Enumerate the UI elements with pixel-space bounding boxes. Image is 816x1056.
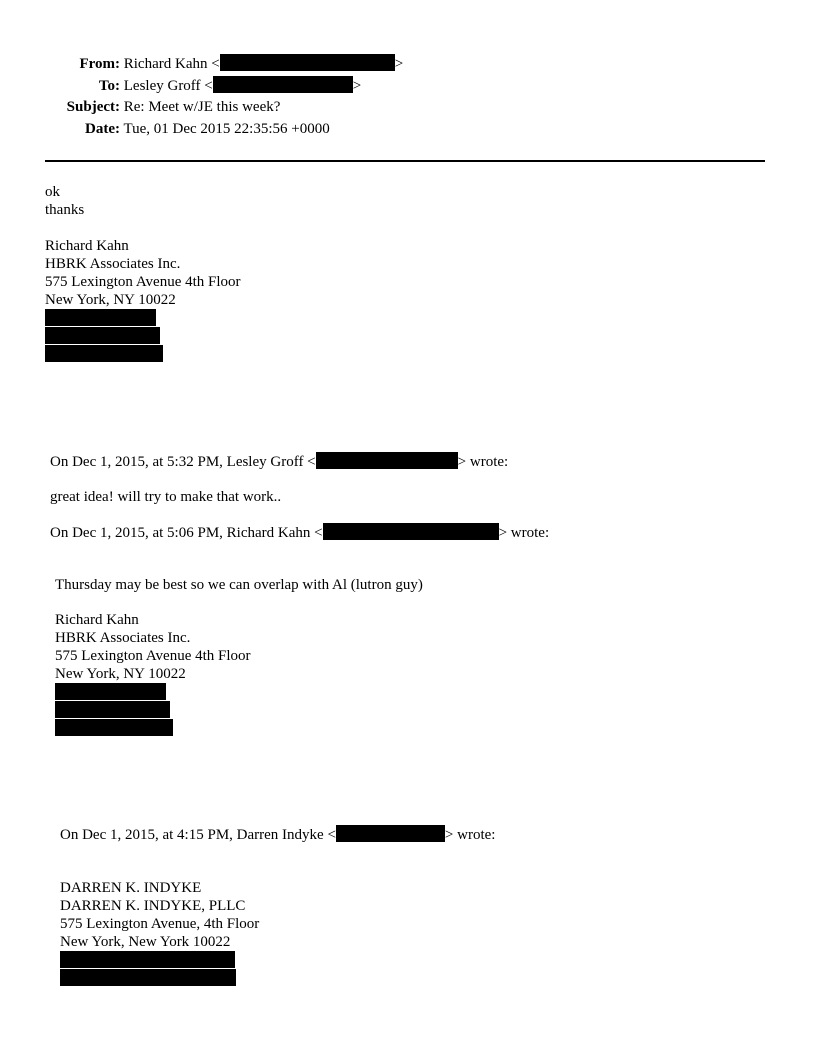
- to-close: >: [352, 78, 362, 94]
- signature-name: Richard Kahn: [45, 238, 129, 254]
- redaction-bar: [213, 76, 353, 93]
- redaction-block: [55, 683, 166, 700]
- header-divider: [45, 160, 765, 162]
- redaction-block: [55, 719, 173, 736]
- signature-city: New York, NY 10022: [55, 666, 186, 682]
- quote-intro-suffix: > wrote:: [457, 454, 509, 470]
- signature-address: 575 Lexington Avenue, 4th Floor: [60, 916, 260, 932]
- redaction-bar: [323, 523, 499, 540]
- quote-intro: [50, 452, 508, 471]
- redaction-block: [60, 951, 235, 968]
- signature-address: 575 Lexington Avenue 4th Floor: [55, 648, 251, 664]
- redaction-bar: [316, 452, 458, 469]
- signature-city: New York, New York 10022: [60, 934, 231, 950]
- subject-value: Re: Meet w/JE this week?: [123, 99, 281, 115]
- quote-intro: [50, 523, 549, 542]
- redaction-block: [60, 969, 236, 986]
- subject-row: [45, 98, 280, 116]
- subject-label: Subject:: [66, 99, 120, 115]
- date-row: [45, 120, 330, 138]
- quote-intro-suffix: > wrote:: [498, 525, 550, 541]
- signature-company: HBRK Associates Inc.: [55, 630, 191, 646]
- signature-city: New York, NY 10022: [45, 292, 176, 308]
- quote-text: Thursday may be best so we can overlap with Al (lutron guy): [55, 577, 423, 593]
- signature-name: DARREN K. INDYKE: [60, 880, 202, 896]
- redaction-block: [45, 327, 160, 344]
- quote-intro-prefix: On Dec 1, 2015, at 5:06 PM, Richard Kahn <: [50, 525, 323, 541]
- body-line: ok: [45, 184, 60, 200]
- date-label: Date:: [85, 121, 120, 137]
- signature-address: 575 Lexington Avenue 4th Floor: [45, 274, 241, 290]
- redaction-block: [45, 309, 156, 326]
- redaction-bar: [220, 54, 395, 71]
- signature-company: HBRK Associates Inc.: [45, 256, 181, 272]
- to-name: Lesley Groff <: [123, 78, 213, 94]
- from-close: >: [394, 56, 404, 72]
- from-row: [45, 54, 403, 73]
- quote-intro-suffix: > wrote:: [444, 827, 496, 843]
- signature-name: Richard Kahn: [55, 612, 139, 628]
- date-value: Tue, 01 Dec 2015 22:35:56 +0000: [123, 121, 330, 137]
- quote-intro-prefix: On Dec 1, 2015, at 5:32 PM, Lesley Groff <: [50, 454, 316, 470]
- signature-firm: DARREN K. INDYKE, PLLC: [60, 898, 246, 914]
- body-line: thanks: [45, 202, 85, 218]
- quote-text: great idea! will try to make that work..: [50, 489, 282, 505]
- redaction-block: [45, 345, 163, 362]
- from-name: Richard Kahn <: [123, 56, 220, 72]
- redaction-block: [55, 701, 170, 718]
- redaction-bar: [336, 825, 445, 842]
- from-label: From:: [79, 56, 120, 72]
- quote-intro: [60, 825, 495, 844]
- to-label: To:: [98, 78, 120, 94]
- to-row: [45, 76, 361, 95]
- quote-intro-prefix: On Dec 1, 2015, at 4:15 PM, Darren Indyke <: [60, 827, 336, 843]
